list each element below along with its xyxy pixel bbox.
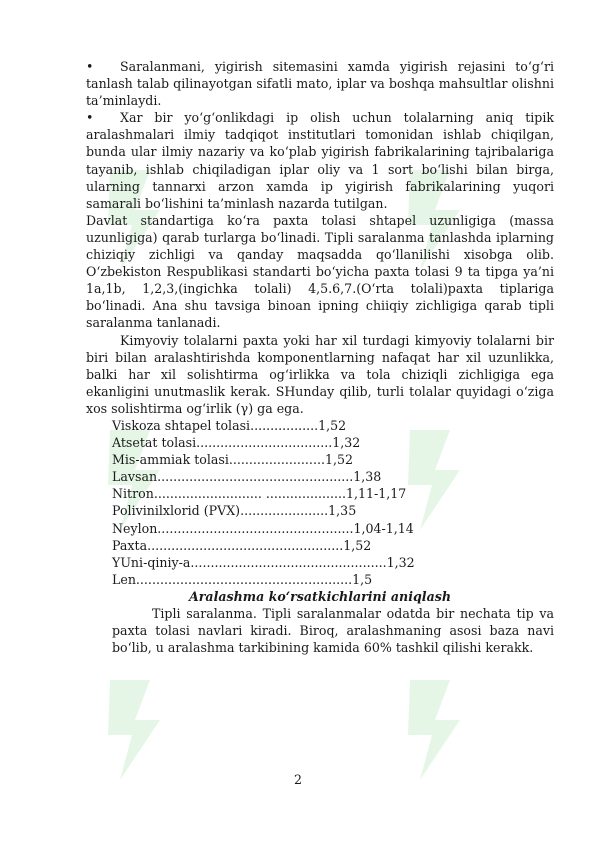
list-item: Paxta.................................................1,52 (112, 537, 372, 553)
bullet-text: Saralanmani, yigirish sitemasini xamda yigirish rejasini to‘g‘ri tanlash talab qilinayotgan sifatli mato, iplar va boshqa mahsultlar olishni ta’minlaydi. (86, 59, 554, 109)
list-item: Len......................................................1,5 (112, 571, 373, 587)
list-item: Nitron........................... ....................1,11-1,17 (112, 486, 407, 502)
list-item: Mis-ammiak tolasi........................1,52 (112, 452, 353, 468)
bullet-paragraph-2 (86, 109, 554, 212)
list-item: Viskoza shtapel tolasi.................1,52 (112, 417, 347, 433)
bullet-text: Xar bir yo‘g‘onlikdagi ip olish uchun tolalarning aniq tipik aralashmalari ilmiy tadqiqot institutlari tomonidan ishlab chiqilgan, bunda ular ilmiy nazariy va ko‘plab yigirish fabrikalarining tajribalariga tayanib, ishlab chiqiladigan iplar oliy va 1 sort bo‘lishi bilan birga, ularning tannarxi arzon xamda ip yigirish fabrikalarining yuqori samarali bo‘lishini ta’minlash nazarda tutilgan. (86, 110, 554, 211)
list-item: Lavsan.................................................1,38 (112, 469, 382, 485)
page-number: 2 (293, 772, 302, 787)
bullet-icon: • (86, 59, 94, 74)
bullet-paragraph-1 (86, 58, 554, 109)
list-item: YUni-qiniy-a.................................................1,32 (112, 554, 415, 570)
paragraph-standard: Davlat standartiga ko‘ra paxta tolasi shtapel uzunligiga (massa uzunligiga) qarab turlarga bo‘linadi. Tipli saralanma tanlashda iplarning chiziqiy zichligi va qanday maqsadda qo‘llanilishi xisobga olib. O‘zbekiston Respublikasi standarti bo‘yicha paxta tolasi 9 ta tipga ya’ni 1a,1b, 1,2,3,(ingichka tolali) 4,5.6,7.(O‘rta tolali)paxta tiplariga bo‘linadi. Ana shu tavsiga binoan ipning chiiqiy zichligiga qarab tipli saralanma tanlanadi. (86, 212, 554, 331)
list-item: Neylon.................................................1,04-1,14 (112, 520, 414, 536)
list-item: Atsetat tolasi..................................1,32 (112, 435, 361, 451)
section-heading: Aralashma ko‘rsatkichlarini aniqlash (189, 588, 451, 604)
paragraph-typical-mix: Tipli saralanma. Tipli saralanmalar odatda bir nechata tip va paxta tolasi navlari kiradi. Biroq, aralashmaning asosi baza navi bo‘lib, u aralashma tarkibining kamida 60% tashkil qilishi kerakk. (112, 606, 554, 656)
bullet-icon: • (86, 110, 94, 126)
paragraph-chemical-fibers: Kimyoviy tolalarni paxta yoki har xil turdagi kimyoviy tolalarni bir biri bilan aralashtirishda komponentlarning nafaqat har xil uzunlikka, balki har xil solishtirma og‘irlikka va tola chiziqli zichligiga ega ekanligini unutmaslik kerak. SHunday qilib, turli tolalar quyidagi o‘ziga xos solishtirma og‘irlik (γ) ga ega. (86, 332, 554, 416)
specific-gravity-list (112, 417, 554, 588)
body-text (86, 58, 554, 656)
list-item: Polivinilxlorid (PVX)......................1,35 (112, 503, 357, 519)
